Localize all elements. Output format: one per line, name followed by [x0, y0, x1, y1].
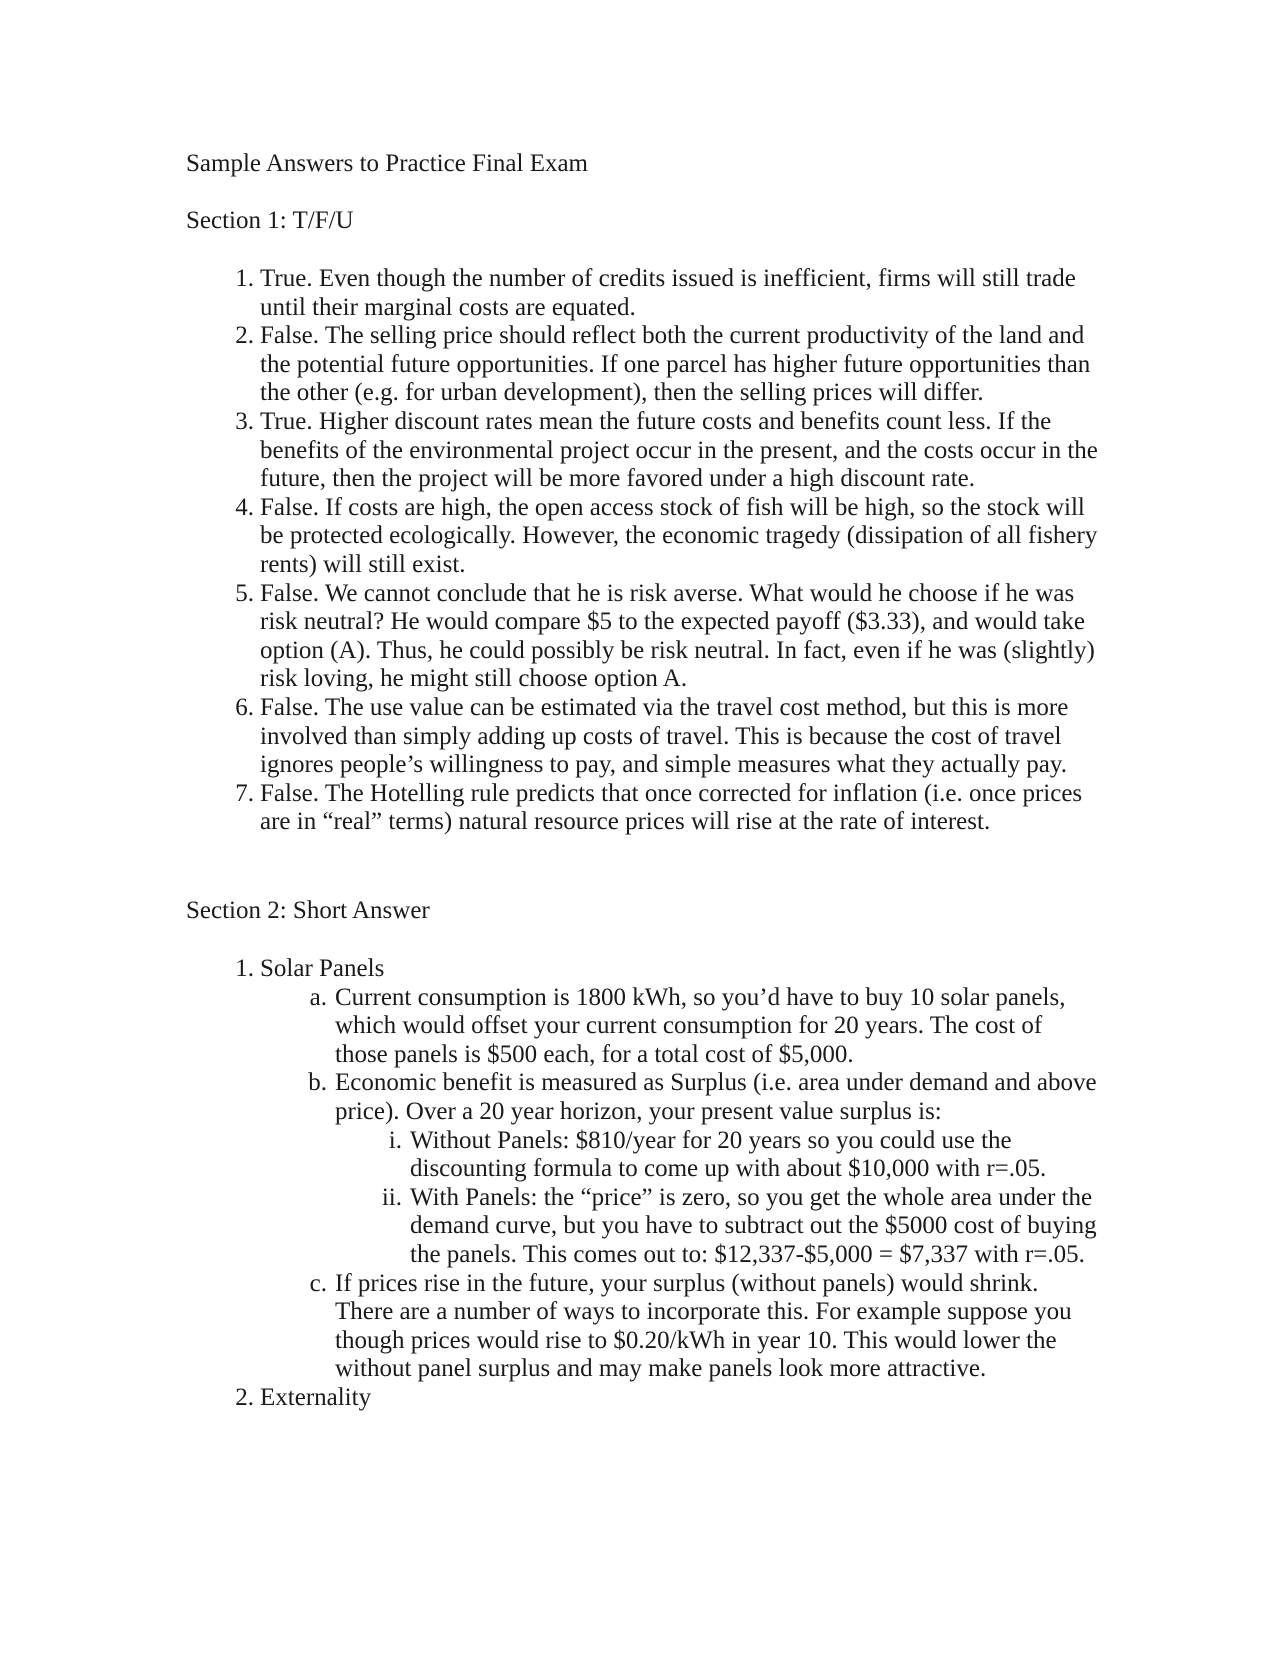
item-text: True. Even though the number of credits issued is inefficient, firms will still trade until their marginal costs are equated. — [260, 265, 1076, 321]
item-text: True. Higher discount rates mean the future costs and benefits count less. If the benefits of the environmental project occur in the present, and the costs occur in the future, then the project will be more favored under a high discount rate. — [260, 407, 1098, 493]
item-number: 1. — [235, 955, 254, 982]
section-1-heading: Section 1: T/F/U — [186, 207, 354, 234]
item-number: 2. — [235, 322, 254, 350]
item-text: False. If costs are high, the open access stock of fish will be high, so the stock will be protected ecologically. However, the economic tragedy (dissipation of all fishery rents) will still exist. — [260, 493, 1098, 578]
item-text: False. The selling price should reflect both the current productivity of the land and the potential future opportunities. If one parcel has higher future opportunities than the other (e.g. for urban development), then the selling prices will differ. — [260, 322, 1091, 407]
item-number: 4. — [235, 493, 254, 521]
item-text: Externality — [260, 1383, 372, 1411]
list-item — [235, 1383, 1100, 1413]
item-text: False. The use value can be estimated via the travel cost method, but this is more involved than simply adding up costs of travel. This is because the cost of travel ignores people’s willingness to pay, and simple measures what they actually pay. — [260, 693, 1069, 779]
item-number: 5. — [235, 579, 254, 607]
list-item — [235, 493, 1100, 580]
list-item — [235, 407, 1100, 494]
subsub-list-item — [388, 1126, 1100, 1184]
list-item — [235, 265, 1100, 322]
subsub-list — [381, 1126, 1100, 1270]
item-number: 3. — [235, 407, 254, 435]
list-item — [235, 693, 1100, 780]
sub-list-item — [308, 1069, 1100, 1269]
subsub-item-text: Without Panels: $810/year for 20 years so you could use the discounting formula to come up with about $10,000 with r=.05. — [410, 1126, 1047, 1183]
subsub-item-text: With Panels: the “price” is zero, so you get the whole area under the demand curve, but you have to subtract out the $5000 cost of buying the panels. This comes out to: $12,337-$5,000 = $7,337 with r=.05. — [410, 1183, 1097, 1268]
subsub-item-numeral: ii. — [381, 1183, 402, 1211]
item-text: False. The Hotelling rule predicts that once corrected for inflation (i.e. once prices are in “real” terms) natural resource prices will rise at the rate of interest. — [260, 779, 1083, 836]
sub-list-item — [309, 983, 1100, 1070]
sub-item-text: If prices rise in the future, your surplus (without panels) would shrink. There are a number of ways to incorporate this. For example suppose you though prices would rise to $0.20/kWh in year 10. This would lower the without panel surplus and may make panels look more attractive. — [335, 1269, 1072, 1383]
sub-item-letter: a. — [309, 983, 327, 1011]
list-item — [235, 322, 1100, 408]
item-number: 6. — [235, 693, 254, 721]
item-number: 2. — [235, 1383, 254, 1411]
section-2-heading: Section 2: Short Answer — [186, 897, 430, 924]
item-number: 1. — [235, 265, 254, 292]
list-item — [235, 579, 1100, 694]
sub-list-item — [309, 1269, 1100, 1384]
sub-item-text: Economic benefit is measured as Surplus (i.e. area under demand and above price). Over a 20 year horizon, your present value surplus is: — [335, 1069, 1097, 1125]
subsub-item-numeral: i. — [388, 1126, 402, 1154]
sub-item-text: Current consumption is 1800 kWh, so you’d have to buy 10 solar panels, which would offset your current consumption for 20 years. The cost of those panels is $500 each, for a total cost of $5,000. — [335, 983, 1066, 1068]
item-number: 7. — [235, 779, 254, 807]
item-text: Solar Panels — [260, 955, 385, 982]
section-2-list — [235, 955, 1100, 1413]
section-1-list — [235, 265, 1100, 837]
sub-item-letter: b. — [308, 1069, 327, 1097]
sub-list — [308, 983, 1100, 1384]
list-item — [235, 955, 1100, 1384]
document-title: Sample Answers to Practice Final Exam — [186, 150, 589, 177]
subsub-list-item — [381, 1183, 1100, 1270]
sub-item-letter: c. — [309, 1269, 327, 1297]
list-item — [235, 779, 1100, 837]
item-text: False. We cannot conclude that he is risk averse. What would he choose if he was risk neutral? He would compare $5 to the expected payoff ($3.33), and would take option (A). Thus, he could possibly be risk neutral. In fact, even if he was (slightly) risk loving, he might still choose option A. — [260, 579, 1095, 693]
